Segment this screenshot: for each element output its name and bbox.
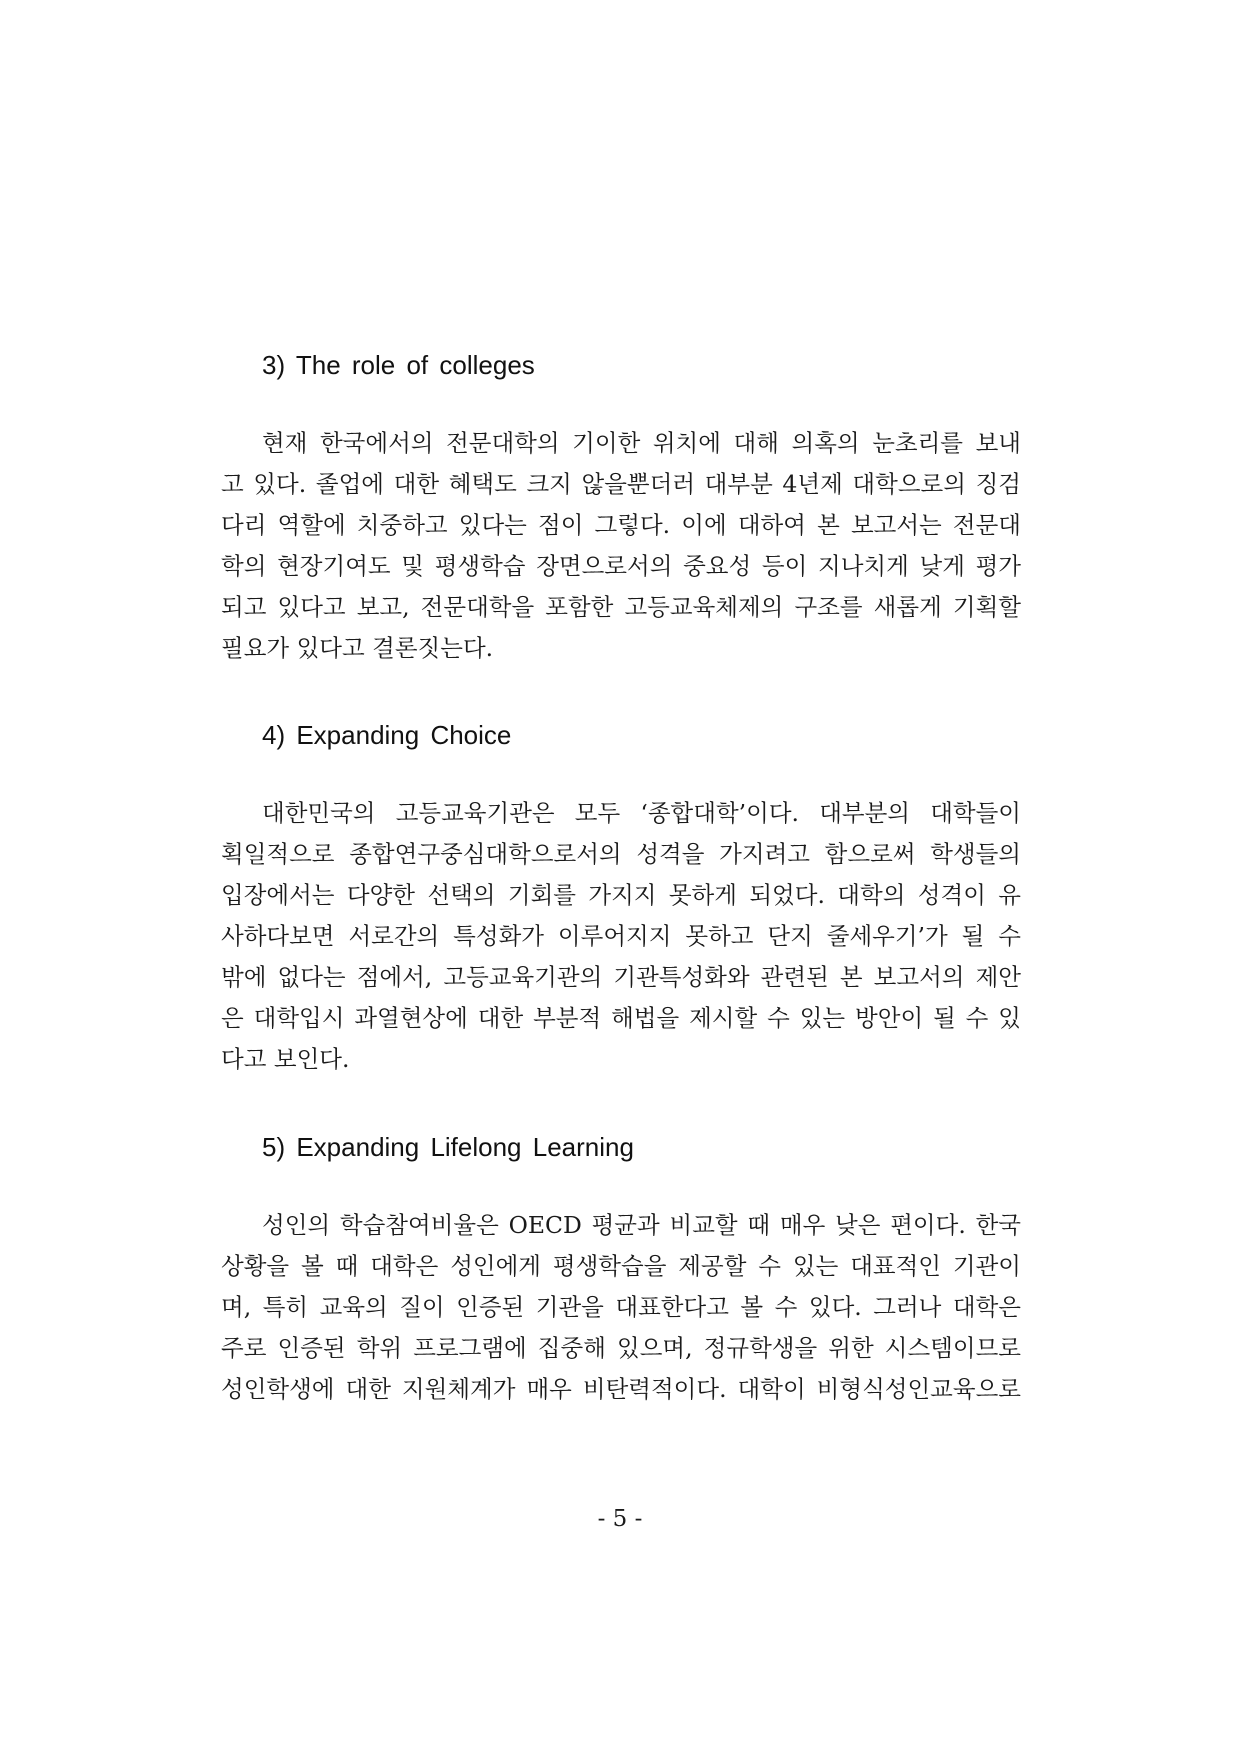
- paragraph-line: 획일적으로 종합연구중심대학으로서의 성격을 가지려고 함으로써 학생들의: [221, 840, 1021, 868]
- paragraph-line: 상황을 볼 때 대학은 성인에게 평생학습을 제공할 수 있는 대표적인 기관이: [221, 1252, 1021, 1280]
- paragraph-line: 대한민국의 고등교육기관은 모두 ‘종합대학’이다. 대부분의 대학들이: [262, 799, 1021, 827]
- paragraph-line: 사하다보면 서로간의 특성화가 이루어지지 못하고 단지 줄세우기’가 될 수: [221, 922, 1021, 950]
- section-heading: 3) The role of colleges: [262, 350, 535, 380]
- section-heading: 4) Expanding Choice: [262, 720, 512, 750]
- paragraph-line: 성인의 학습참여비율은 OECD 평균과 비교할 때 매우 낮은 편이다. 한국: [262, 1211, 1021, 1239]
- paragraph-line: 며, 특히 교육의 질이 인증된 기관을 대표한다고 볼 수 있다. 그러나 대학은: [221, 1293, 1021, 1321]
- paragraph-line: 필요가 있다고 결론짓는다.: [221, 634, 494, 662]
- paragraph-line: 현재 한국에서의 전문대학의 기이한 위치에 대해 의혹의 눈초리를 보내: [262, 429, 1021, 457]
- paragraph-line: 학의 현장기여도 및 평생학습 장면으로서의 중요성 등이 지나치게 낮게 평가: [221, 552, 1021, 580]
- paragraph-line: 성인학생에 대한 지원체계가 매우 비탄력적이다. 대학이 비형식성인교육으로: [221, 1375, 1021, 1403]
- paragraph-line: 주로 인증된 학위 프로그램에 집중해 있으며, 정규학생을 위한 시스템이므로: [221, 1334, 1021, 1362]
- page-number: - 5 -: [597, 1506, 643, 1532]
- section-heading: 5) Expanding Lifelong Learning: [262, 1132, 634, 1162]
- paragraph-line: 밖에 없다는 점에서, 고등교육기관의 기관특성화와 관련된 본 보고서의 제안: [221, 963, 1021, 991]
- paragraph-line: 은 대학입시 과열현상에 대한 부분적 해법을 제시할 수 있는 방안이 될 수 있: [221, 1004, 1021, 1032]
- paragraph-line: 다고 보인다.: [221, 1045, 350, 1073]
- paragraph-line: 고 있다. 졸업에 대한 혜택도 크지 않을뿐더러 대부분 4년제 대학으로의 징검: [221, 470, 1021, 498]
- paragraph-line: 다리 역할에 치중하고 있다는 점이 그렇다. 이에 대하여 본 보고서는 전문대: [221, 511, 1021, 539]
- paragraph-line: 입장에서는 다양한 선택의 기회를 가지지 못하게 되었다. 대학의 성격이 유: [221, 881, 1021, 909]
- paragraph-line: 되고 있다고 보고, 전문대학을 포함한 고등교육체제의 구조를 새롭게 기획할: [221, 593, 1021, 621]
